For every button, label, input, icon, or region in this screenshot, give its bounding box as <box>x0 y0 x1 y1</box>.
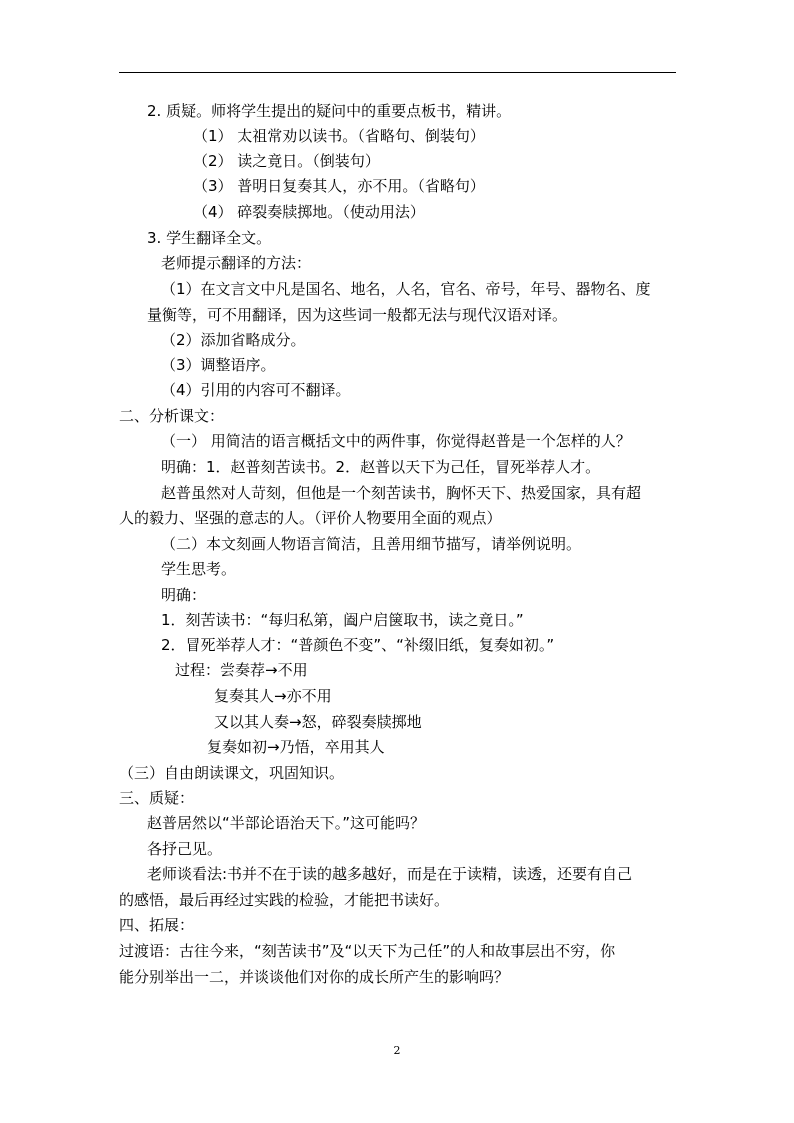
text-line: 学生思考。 <box>161 560 237 578</box>
text-line: 赵普虽然对人苛刻，但他是一个刻苦读书，胸怀天下、热爱国家，具有超 <box>161 484 642 502</box>
text-line: （4） 碎裂奏牍掷地。（使动用法） <box>193 203 425 221</box>
text-line: 过程：尝奏荐→不用 <box>175 661 308 679</box>
text-line: （3） 普明日复奏其人，亦不用。（省略句） <box>193 177 485 195</box>
text-line: 明确： <box>161 586 207 604</box>
text-line: 明确：1．赵普刻苦读书。2．赵普以天下为己任，冒死举荐人才。 <box>161 458 601 476</box>
text-line: （三）自由朗读课文，巩固知识。 <box>119 764 345 782</box>
text-line: 能分别举出一二，并谈谈他们对你的成长所产生的影响吗？ <box>119 968 510 986</box>
text-line: （3）调整语序。 <box>161 356 276 374</box>
text-line: （二）本文刻画人物语言简洁，且善用细节描写，请举例说明。 <box>161 535 582 553</box>
text-line: （4）引用的内容可不翻译。 <box>161 381 351 399</box>
text-line: 2. 质疑。师将学生提出的疑问中的重要点板书，精讲。 <box>147 102 512 120</box>
text-line: 过渡语：古往今来，“刻苦读书”及“以天下为己任”的人和故事层出不穷，你 <box>119 942 616 960</box>
text-line: 赵普居然以“半部论语治天下。”这可能吗？ <box>147 814 426 832</box>
text-line: 量衡等，可不用翻译，因为这些词一般都无法与现代汉语对译。 <box>147 306 568 324</box>
text-line: 老师谈看法:书并不在于读的越多越好，而是在于读精，读透，还要有自己 <box>147 865 633 883</box>
text-line: 的感悟，最后再经过实践的检验，才能把书读好。 <box>119 891 450 909</box>
text-line: （2） 读之竟日。（倒装句） <box>193 152 380 170</box>
text-line: 各抒己见。 <box>147 840 223 858</box>
text-line: （1） 太祖常劝以读书。（省略句、倒装句） <box>193 127 485 145</box>
text-line: 复奏如初→乃悟，卒用其人 <box>207 738 385 756</box>
text-line: 2．冒死举荐人才：“普颜色不变”、“补缀旧纸，复奏如初。” <box>161 636 555 654</box>
text-line: 1．刻苦读书：“每归私第，阖户启箧取书，读之竟日。” <box>161 611 524 629</box>
text-line: （1）在文言文中凡是国名、地名，人名，官名、帝号，年号、器物名、度 <box>161 280 651 298</box>
section-heading: 二、分析课文： <box>119 407 225 425</box>
text-line: 又以其人奏→怒，碎裂奏牍掷地 <box>214 713 422 731</box>
header-rule <box>119 72 676 73</box>
section-heading: 三、质疑： <box>119 789 195 807</box>
text-line: （2）添加省略成分。 <box>161 331 306 349</box>
page-number: 2 <box>393 1044 401 1057</box>
text-line: 人的毅力、坚强的意志的人。（评价人物要用全面的观点） <box>119 509 502 527</box>
text-line: 复奏其人→亦不用 <box>214 687 332 705</box>
text-line: 3. 学生翻译全文。 <box>147 229 272 247</box>
text-line: 老师提示翻译的方法： <box>161 254 312 272</box>
text-line: （一） 用简洁的语言概括文中的两件事，你觉得赵普是一个怎样的人？ <box>161 432 631 450</box>
section-heading: 四、拓展： <box>119 916 195 934</box>
